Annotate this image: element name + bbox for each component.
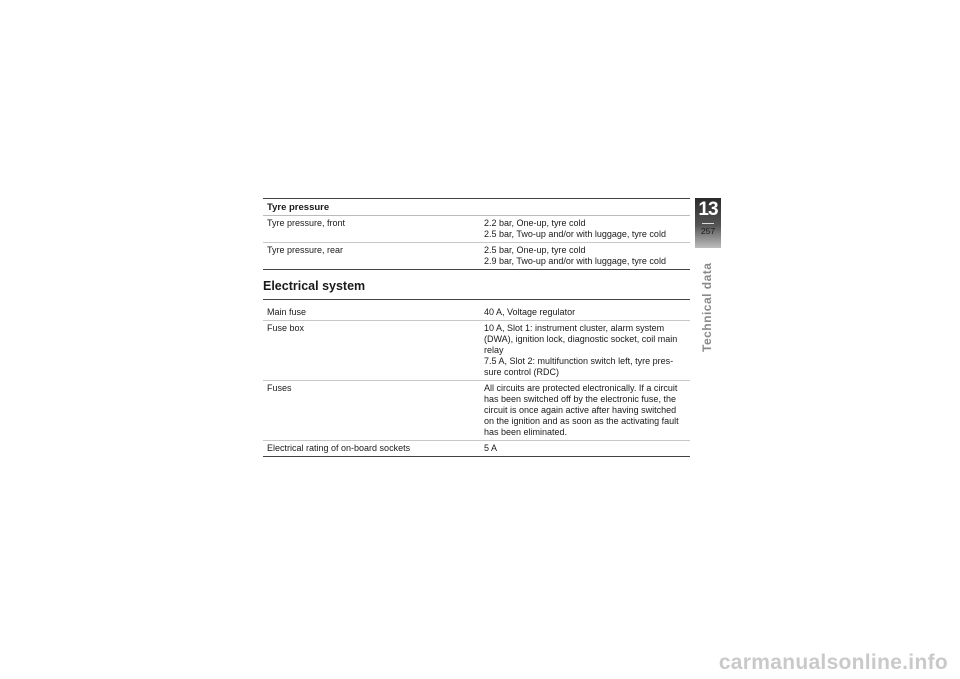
row-value (477, 383, 690, 438)
technical-data-content (263, 198, 690, 457)
row-label: Main fuse (267, 307, 307, 317)
value-line: circuit is once again active after having switched (484, 405, 677, 415)
chapter-number: 13 (698, 199, 718, 220)
value-line: 2.9 bar, Two-up and/or with luggage, tyre cold (484, 256, 666, 266)
tab-divider (702, 223, 714, 224)
value-line: 2.5 bar, One-up, tyre cold (484, 245, 586, 255)
table-row (263, 305, 690, 321)
tyre-pressure-heading: Tyre pressure (263, 199, 690, 216)
value-line: 10 A, Slot 1: instrument cluster, alarm system (484, 323, 665, 333)
table-row (263, 441, 690, 457)
value-line: has been switched off by the electronic fuse, the (484, 394, 676, 404)
table-row (263, 216, 690, 243)
value-line: sure control (RDC) (484, 367, 560, 377)
row-label: Tyre pressure, rear (267, 245, 344, 255)
row-value (477, 307, 690, 318)
value-line: 2.5 bar, Two-up and/or with luggage, tyre cold (484, 229, 666, 239)
chapter-tab (695, 198, 721, 248)
row-value (477, 245, 690, 267)
value-line: has been eliminated. (484, 427, 568, 437)
value-line: 5 A (484, 443, 498, 453)
value-line: 7.5 A, Slot 2: multifunction switch left, tyre pres- (484, 356, 674, 366)
row-label: Electrical rating of on-board sockets (267, 443, 411, 453)
row-value (477, 323, 690, 378)
row-label: Tyre pressure, front (267, 218, 346, 228)
value-line: 40 A, Voltage regulator (484, 307, 576, 317)
table-row (263, 243, 690, 270)
table-row (263, 321, 690, 381)
page-number: 257 (700, 226, 716, 236)
table-row (263, 381, 690, 441)
value-line: on the ignition and as soon as the activating fault (484, 416, 679, 426)
side-chapter-title-text: Technical data (700, 262, 714, 352)
value-line: All circuits are protected electronically. If a circuit (484, 383, 678, 393)
electrical-system-heading: Electrical system (263, 279, 366, 293)
row-label: Fuse box (267, 323, 305, 333)
watermark: carmanualsonline.info (718, 651, 948, 674)
row-value (477, 443, 690, 454)
value-line: (DWA), ignition lock, diagnostic socket, coil main (484, 334, 678, 344)
row-label: Fuses (267, 383, 292, 393)
row-value (477, 218, 690, 240)
value-line: relay (484, 345, 504, 355)
value-line: 2.2 bar, One-up, tyre cold (484, 218, 586, 228)
